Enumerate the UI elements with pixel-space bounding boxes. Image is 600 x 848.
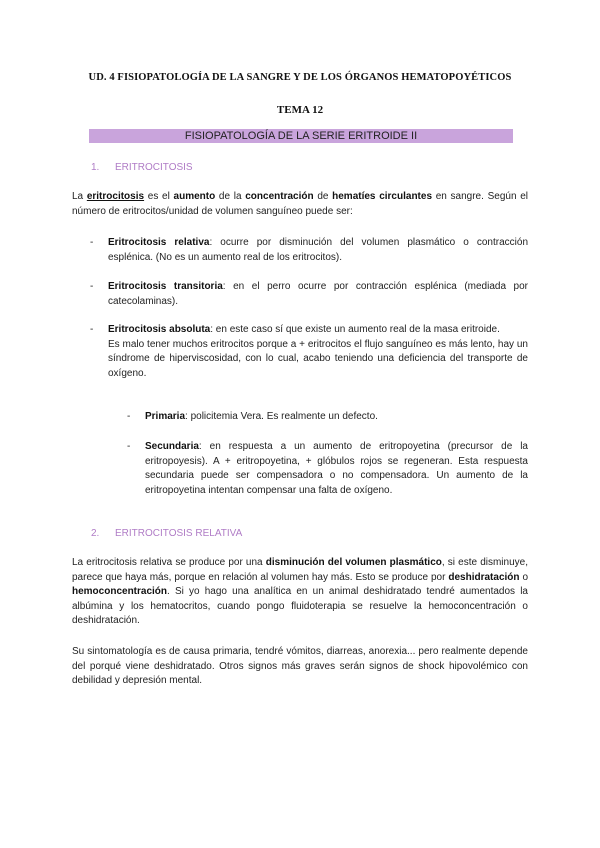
section-2-number: 2. <box>91 528 100 539</box>
document-page: UD. 4 FISIOPATOLOGÍA DE LA SANGRE Y DE LOS ÓRGANOS HEMATOPOYÉTICOS TEMA 12 FISIOPATOLOGÍA DE LA SERIE ERITROIDE II 1. ERITROCITOSIS La eritrocitosis es el aumento de la concentración de hematíes circulantes en sangre. Según el número de eritrocitos/unidad de volumen sanguíneo puede ser: - Eritrocitosis relativa: ocurre por disminución del volumen plasmático o contracción esplénica. (No es un aumento real de los eritrocitos). - Eritrocitosis transitoria: en el perro ocurre por contracción esplénica (mediada por catecolaminas). - Eritrocitosis absoluta: en este caso sí que existe un aumento real de la masa eritroide. Es malo tener muchos eritrocitos porque a + eritrocitos el flujo sanguíneo es más lento, hay un síndrome de hiperviscosidad, con lo cual, acabo teniendo una deficiencia del transporte de oxígeno. - Primaria: policitemia Vera. Es realmente un defecto. - Secundaria: en respuesta a un aumento de eritropoyetina (precursor de la eritropoyesis). A + eritropoyetina, + glóbulos rojos se regeneran. Esta respuesta secundaria puede ser compensadora o no compensadora. Un aumento de la eritropoyetina intentan compensar una falta de oxígeno. 2. ERITROCITOSIS RELATIVA La eritrocitosis relativa se produce por una disminución del volumen plasmático, si este disminuye, parece que haya más, porque en relación al volumen hay más. Esto se produce por deshidratación o hemoconcentración. Si yo hago una analítica en un animal deshidratado tendré aumentados la albúmina y los hematocritos, cuando pongo fluidoterapia se resuelve la hemoconcentración o deshidratación. Su sintomatología es de causa primaria, tendré vómitos, diarreas, anorexia... pero realmente depende del porqué viene deshidratado. Otros signos más graves serán signos de shock hipovolémico con debilidad y depresión mental. <box>0 0 600 848</box>
section-1-heading <box>91 162 193 173</box>
tema-title: TEMA 12 <box>276 104 324 116</box>
chapter-banner: FISIOPATOLOGÍA DE LA SERIE ERITROIDE II <box>89 129 513 143</box>
unit-title: UD. 4 FISIOPATOLOGÍA DE LA SANGRE Y DE LOS ÓRGANOS HEMATOPOYÉTICOS <box>88 72 512 83</box>
section-1-number: 1. <box>91 162 100 173</box>
section-2-paragraph-2: Su sintomatología es de causa primaria, tendré vómitos, diarreas, anorexia... pero realmente depende del porqué viene deshidratado. Otros signos más graves serán signos de shock hipovolémico con debilidad y depresión mental. <box>72 646 528 686</box>
section-2-heading <box>91 528 242 539</box>
term-eritrocitosis: eritrocitosis <box>86 191 145 202</box>
section-2-paragraph-1: La eritrocitosis relativa se produce por una disminución del volumen plasmático, si este disminuye, parece que haya más, porque en relación al volumen hay más. Esto se produce por deshidratación o hemoconcentración. Si yo hago una analítica en un animal deshidratado tendré aumentados la albúmina y los hematocritos, cuando pongo fluidoterapia se resuelve la hemoconcentración o deshidratación. <box>72 557 529 626</box>
section-2-title: ERITROCITOSIS RELATIVA <box>115 528 243 539</box>
section-1-intro: La eritrocitosis es el aumento de la concentración de hematíes circulantes en sangre. Según el número de eritrocitos/unidad de volumen sanguíneo puede ser: <box>72 191 529 217</box>
section-1-title: ERITROCITOSIS <box>115 162 193 173</box>
